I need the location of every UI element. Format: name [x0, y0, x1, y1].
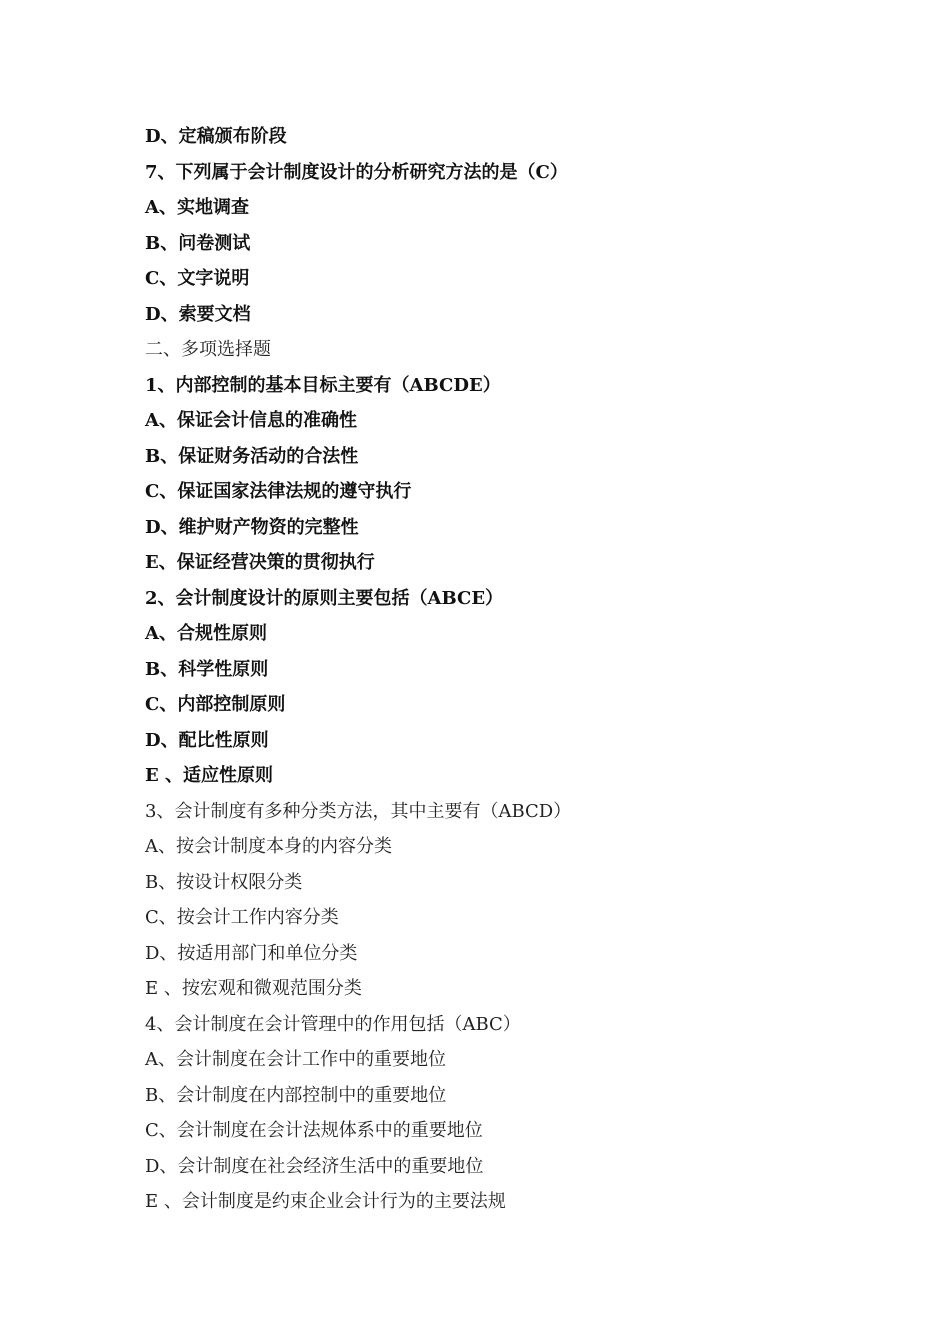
option-line: A、合规性原则: [145, 623, 267, 644]
option-line: A、会计制度在会计工作中的重要地位: [145, 1049, 446, 1070]
option-line: A、按会计制度本身的内容分类: [145, 836, 392, 857]
question-4: 4、会计制度在会计管理中的作用包括（ABC）: [145, 1013, 521, 1035]
option-line: B、问卷测试: [145, 232, 251, 254]
option-line: D、会计制度在社会经济生活中的重要地位: [145, 1155, 484, 1177]
question-7: 7、下列属于会计制度设计的分析研究方法的是（C）: [145, 161, 568, 183]
option-line: E 、适应性原则: [145, 765, 273, 786]
option-line: B、科学性原则: [145, 658, 269, 680]
option-line: D、配比性原则: [145, 729, 269, 751]
option-line: B、按设计权限分类: [145, 871, 303, 893]
option-line: C、按会计工作内容分类: [145, 907, 339, 928]
question-2: 2、会计制度设计的原则主要包括（ABCE）: [145, 587, 504, 609]
section-heading: 二、多项选择题: [145, 339, 271, 360]
option-line: C、内部控制原则: [145, 694, 286, 715]
option-line: B、会计制度在内部控制中的重要地位: [145, 1084, 447, 1106]
option-line: D、维护财产物资的完整性: [145, 516, 359, 538]
question-1: 1、内部控制的基本目标主要有（ABCDE）: [145, 374, 501, 396]
option-line: A、实地调查: [145, 197, 249, 218]
option-line: D、索要文档: [145, 303, 251, 325]
option-line: D、按适用部门和单位分类: [145, 942, 358, 964]
option-line: C、文字说明: [145, 268, 250, 289]
option-line: C、保证国家法律法规的遵守执行: [145, 481, 412, 502]
question-3: 3、会计制度有多种分类方法，其中主要有（ABCD）: [145, 800, 572, 822]
option-line: E 、按宏观和微观范围分类: [145, 978, 362, 999]
text-line: D、定稿颁布阶段: [145, 126, 287, 147]
option-line: A、保证会计信息的准确性: [145, 410, 357, 431]
option-line: B、保证财务活动的合法性: [145, 445, 359, 467]
option-line: E 、会计制度是约束企业会计行为的主要法规: [145, 1191, 506, 1212]
option-line: E、保证经营决策的贯彻执行: [145, 552, 375, 573]
option-line: C、会计制度在会计法规体系中的重要地位: [145, 1120, 483, 1141]
document-body: [145, 119, 905, 1220]
